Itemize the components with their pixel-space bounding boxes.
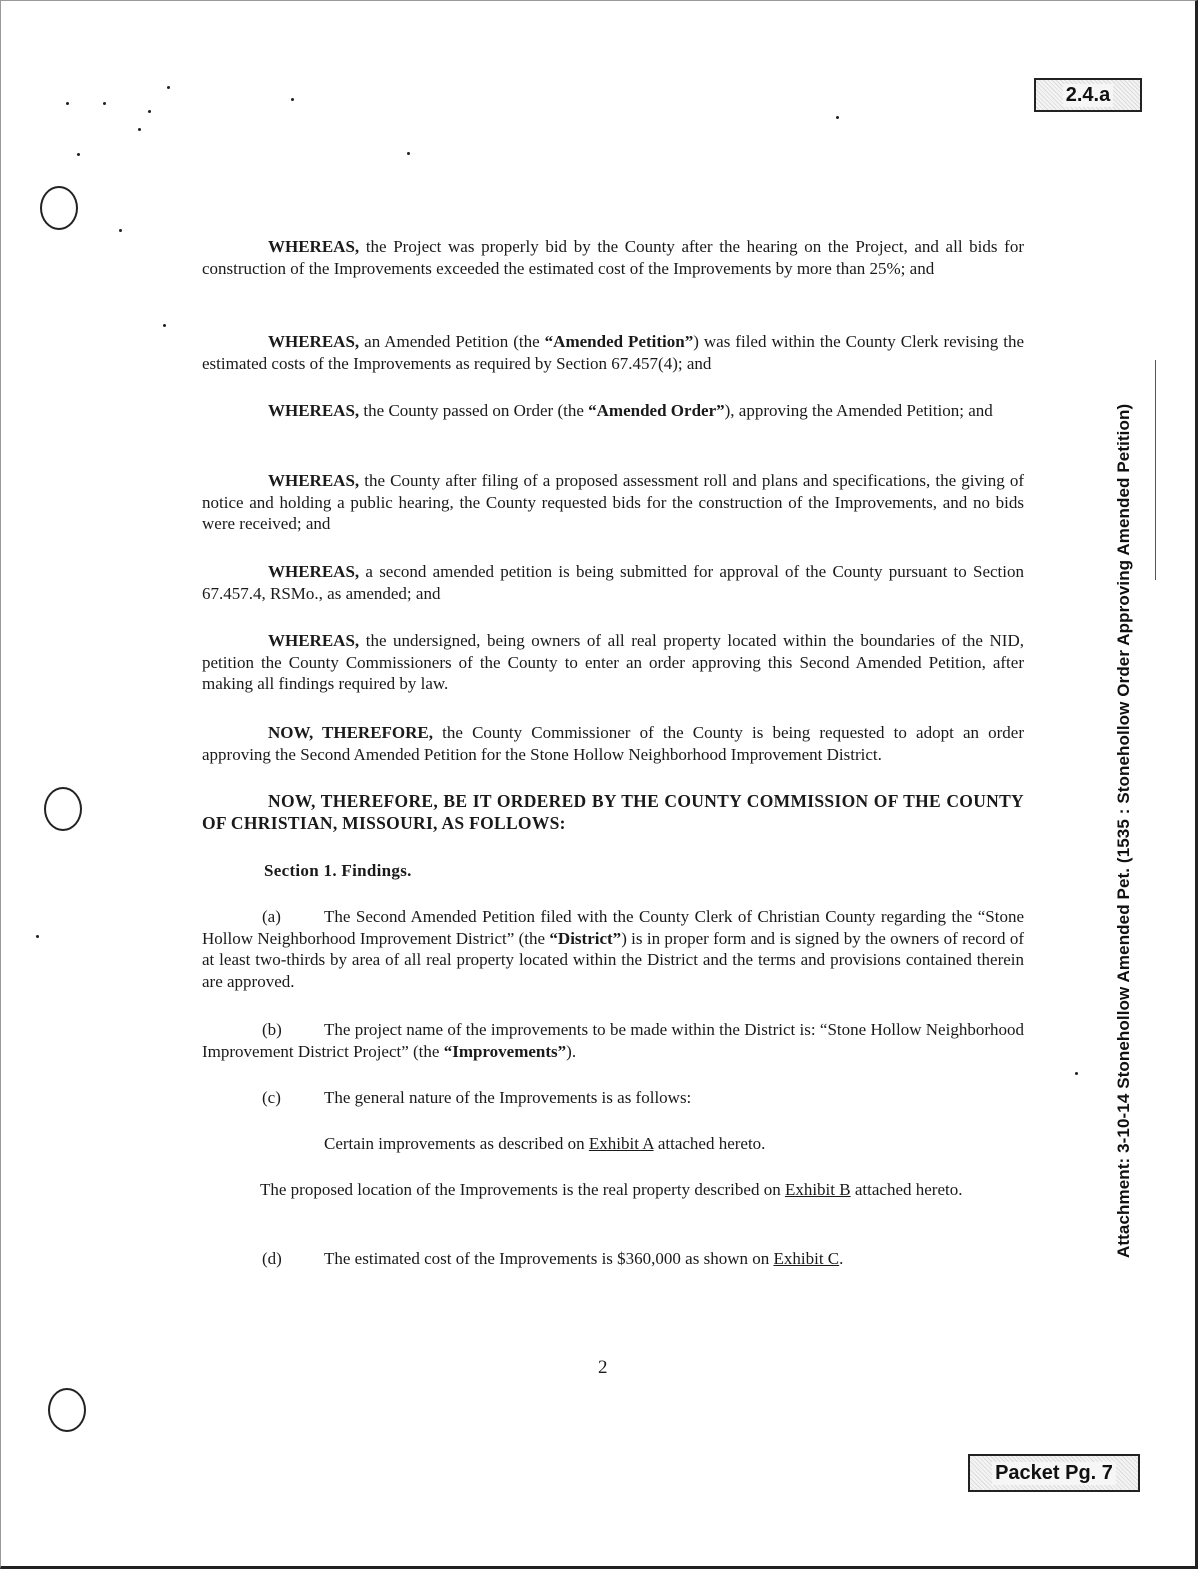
whereas-paragraph-5: WHEREAS, a second amended petition is being submitted for approval of the County pursuant to Section 67.457.4, RSMo., as amended; and xyxy=(202,562,1024,603)
whereas-paragraph-3: WHEREAS, the County passed on Order (the “Amended Order”), approving the Amended Petition; and xyxy=(268,401,993,420)
punch-hole-icon xyxy=(40,186,78,230)
punch-hole-icon xyxy=(48,1388,86,1432)
item-label: (a) xyxy=(262,907,281,926)
scan-speck xyxy=(836,116,839,119)
exhibit-c-reference: Exhibit C xyxy=(773,1249,840,1268)
location-paragraph: The proposed location of the Improvements is the real property described on Exhibit B attached hereto. xyxy=(260,1180,963,1199)
item-text: The general nature of the Improvements is as follows: xyxy=(324,1088,692,1107)
scan-speck xyxy=(36,935,39,938)
whereas-paragraph-4: WHEREAS, the County after filing of a proposed assessment roll and plans and specifications, the giving of notice and holding a public hearing, the County requested bids for the construction of the Improvements, and no bids were received; and xyxy=(202,471,1024,533)
scan-speck xyxy=(138,128,141,131)
item-label: (d) xyxy=(262,1249,282,1268)
scan-speck xyxy=(407,152,410,155)
page-number: 2 xyxy=(598,1357,608,1378)
scan-speck xyxy=(1075,1072,1078,1075)
order-heading: NOW, THEREFORE, BE IT ORDERED BY THE COUNTY COMMISSION OF THE COUNTY OF CHRISTIAN, MISSOURI, AS FOLLOWS: xyxy=(202,791,1024,833)
scan-speck xyxy=(66,102,69,105)
packet-page-stamp xyxy=(968,1454,1140,1492)
scan-speck xyxy=(291,98,294,101)
agenda-item-stamp xyxy=(1034,78,1142,112)
section-heading: Section 1. Findings. xyxy=(264,861,412,880)
packet-page-label: Packet Pg. 7 xyxy=(992,1462,1116,1485)
whereas-paragraph-1: WHEREAS, the Project was properly bid by the County after the hearing on the Project, and all bids for construction of the Improvements exceeded the estimated cost of the Improvements by more than 25%; and xyxy=(202,237,1024,278)
now-therefore-paragraph: NOW, THEREFORE, the County Commissioner of the County is being requested to adopt an order approving the Second Amended Petition for the Stone Hollow Neighborhood Improvement District. xyxy=(202,723,1024,764)
scan-speck xyxy=(119,229,122,232)
whereas-paragraph-6: WHEREAS, the undersigned, being owners of all real property located within the boundaries of the NID, petition the County Commissioners of the County to enter an order approving this Second Amended Petition, after making all findings required by law. xyxy=(202,631,1024,693)
agenda-item-label: 2.4.a xyxy=(1063,84,1113,107)
attachment-side-label: Attachment: 3-10-14 Stonehollow Amended Pet. (1535 : Stonehollow Order Approving Amended Petition) xyxy=(1114,403,1133,1258)
punch-hole-icon xyxy=(44,787,82,831)
scan-speck xyxy=(103,102,106,105)
whereas-paragraph-2: WHEREAS, an Amended Petition (the “Amended Petition”) was filed within the County Clerk revising the estimated costs of the Improvements as required by Section 67.457(4); and xyxy=(202,332,1024,373)
scan-speck xyxy=(167,86,170,89)
side-divider xyxy=(1155,360,1156,580)
scan-speck xyxy=(148,110,151,113)
finding-item-a: (a) The Second Amended Petition filed with the County Clerk of Christian County regarding the “Stone Hollow Neighborhood Improvement District” (the “District”) is in proper form and is signed by the owners of record of at least two-thirds by area of all real property located within the District and the terms and provisions contained therein are approved. xyxy=(202,907,1024,991)
exhibit-b-reference: Exhibit B xyxy=(784,1180,851,1199)
scan-speck xyxy=(77,153,80,156)
finding-item-b: (b) The project name of the improvements to be made within the District is: “Stone Hollow Neighborhood Improvement District Project” (the “Improvements”). xyxy=(202,1020,1024,1061)
item-label: (c) xyxy=(262,1088,281,1107)
exhibit-a-reference: Exhibit A xyxy=(588,1134,654,1153)
scan-speck xyxy=(163,324,166,327)
item-label: (b) xyxy=(262,1020,282,1039)
